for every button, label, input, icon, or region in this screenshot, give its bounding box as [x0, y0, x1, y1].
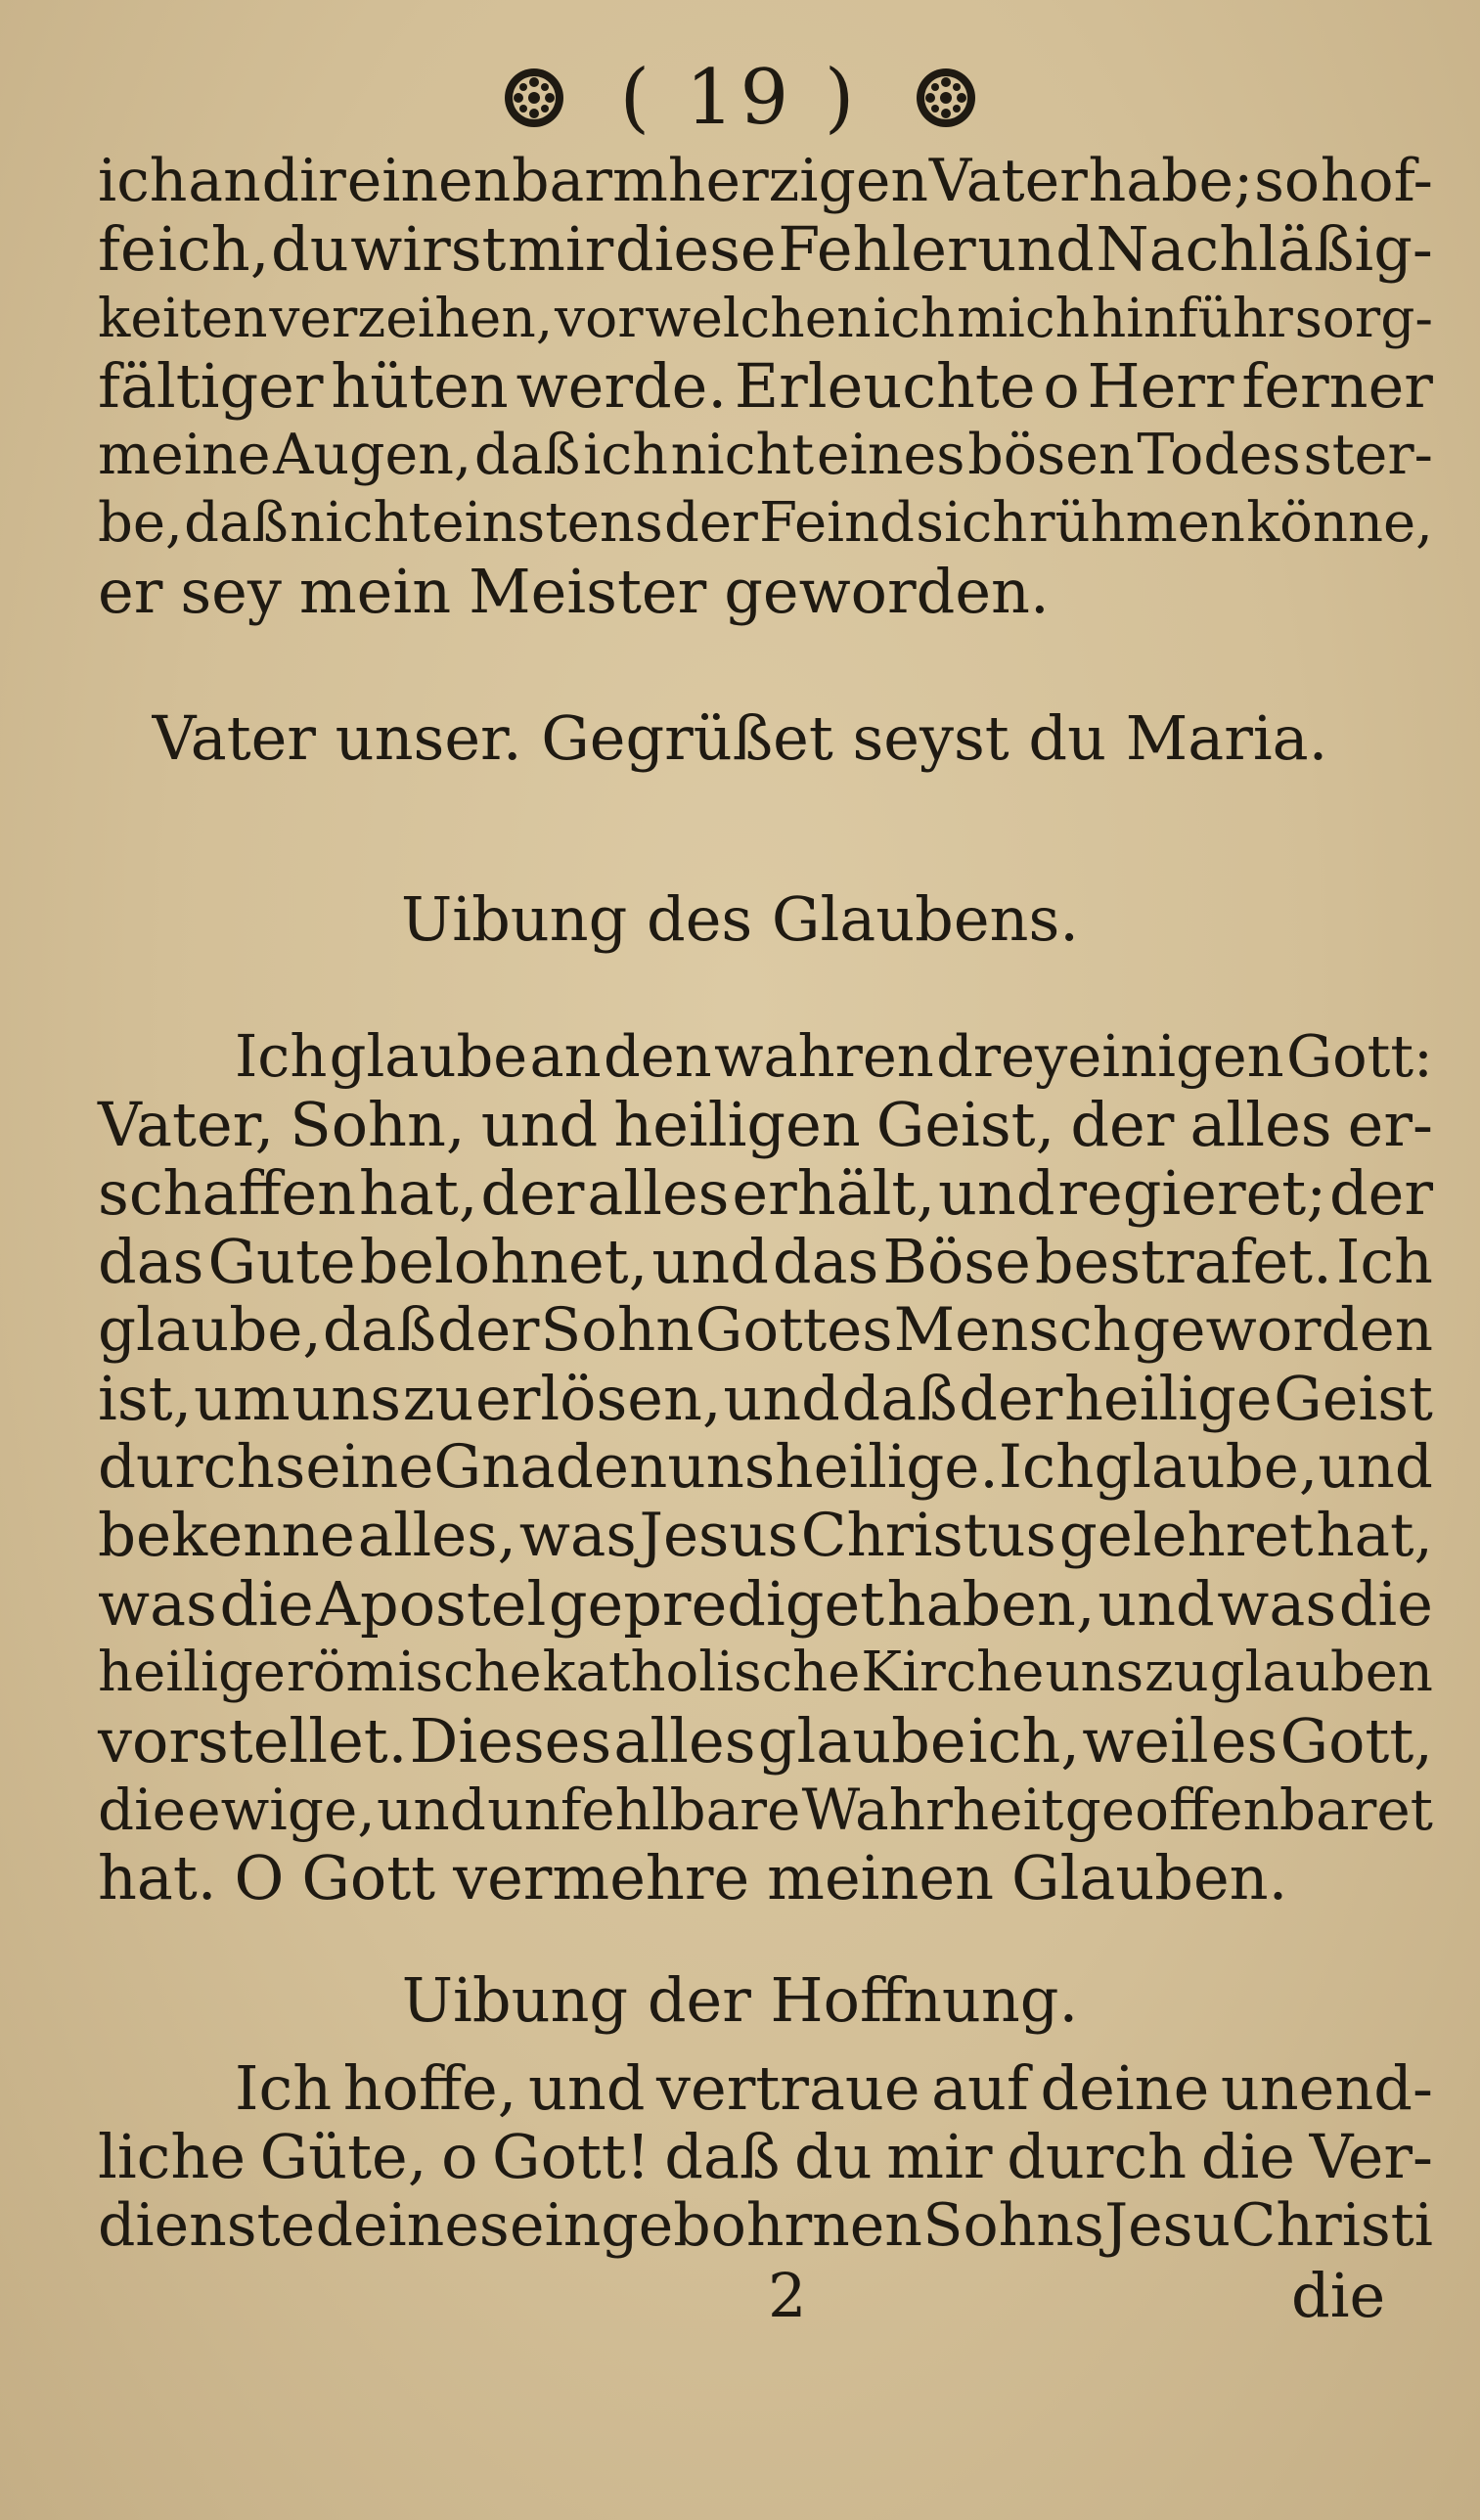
- prayer-line: Vater unser. Gegrüßet seyst du Maria.: [152, 702, 1328, 774]
- rosette-ornament-icon: [914, 66, 978, 130]
- text-line: vorstellet. Dieses alles glaube ich, weil es Gott,: [98, 1705, 1433, 1777]
- text-line: be, daß nicht einstens der Feind sich rühmen könne,: [98, 491, 1433, 555]
- text-line: fältiger hüten werde. Erleuchte o Herr ferner: [98, 350, 1433, 422]
- heading-faith: Uibung des Glaubens.: [400, 883, 1080, 955]
- text-line: Vater, Sohn, und heiligen Geist, der alles er-: [98, 1089, 1433, 1160]
- text-line: heilige römische katholische Kirche uns zu glauben: [98, 1641, 1433, 1704]
- text-line: durch seine Gnaden uns heilige. Ich glaube, und: [98, 1432, 1433, 1502]
- text-line: fe ich, du wirst mir diese Fehler und Nachläßig-: [98, 213, 1433, 285]
- catchword: die: [1291, 2260, 1386, 2331]
- text-line: keiten verzeihen, vor welchen ich mich hinführ sorg-: [98, 287, 1433, 349]
- text-line: meine Augen, daß ich nicht eines bösen Todes ster-: [98, 423, 1433, 487]
- page-number: ( 19 ): [619, 54, 861, 142]
- text-line: was die Apostel geprediget haben, und was die: [98, 1568, 1433, 1640]
- text-line: glaube, daß der Sohn Gottes Mensch geworden: [98, 1295, 1433, 1365]
- text-line: dienste deines eingebohrnen Sohns Jesu Christi: [98, 2191, 1433, 2260]
- text-line: bekenne alles, was Jesus Christus gelehret hat,: [98, 1501, 1433, 1570]
- text-line: das Gute belohnet, und das Böse bestrafet. Ich: [98, 1226, 1433, 1297]
- text-line: ich an dir einen barmherzigen Vater habe; so hof-: [98, 147, 1433, 215]
- text-line: liche Güte, o Gott! daß du mir durch die Ver-: [98, 2121, 1433, 2192]
- text-line: die ewige, und unfehlbare Wahrheit geoffenbaret: [98, 1777, 1433, 1843]
- paragraph-faith: [98, 1022, 1433, 1912]
- signature-mark: 2: [768, 2260, 807, 2331]
- text-line: Ich glaube an den wahren dreyeinigen Gott:: [235, 1022, 1433, 1090]
- text-line: schaffen hat, der alles erhält, und regieret; der: [98, 1157, 1433, 1229]
- paragraph-continued: [98, 147, 1433, 626]
- rosette-ornament-icon: [502, 66, 566, 130]
- text-line: hat. O Gott vermehre meinen Glauben.: [98, 1842, 1288, 1913]
- text-line: Ich hoffe, und vertraue auf deine unend-: [235, 2052, 1433, 2124]
- heading-hope: Uibung der Hoffnung.: [401, 1964, 1079, 2036]
- page-footer: [0, 2260, 1480, 2338]
- page-header: [0, 44, 1480, 152]
- text-line: ist, um uns zu erlösen, und daß der heilige Geist: [98, 1363, 1433, 1434]
- text-line: er sey mein Meister geworden.: [98, 556, 1050, 627]
- paragraph-hope: [98, 2054, 1433, 2260]
